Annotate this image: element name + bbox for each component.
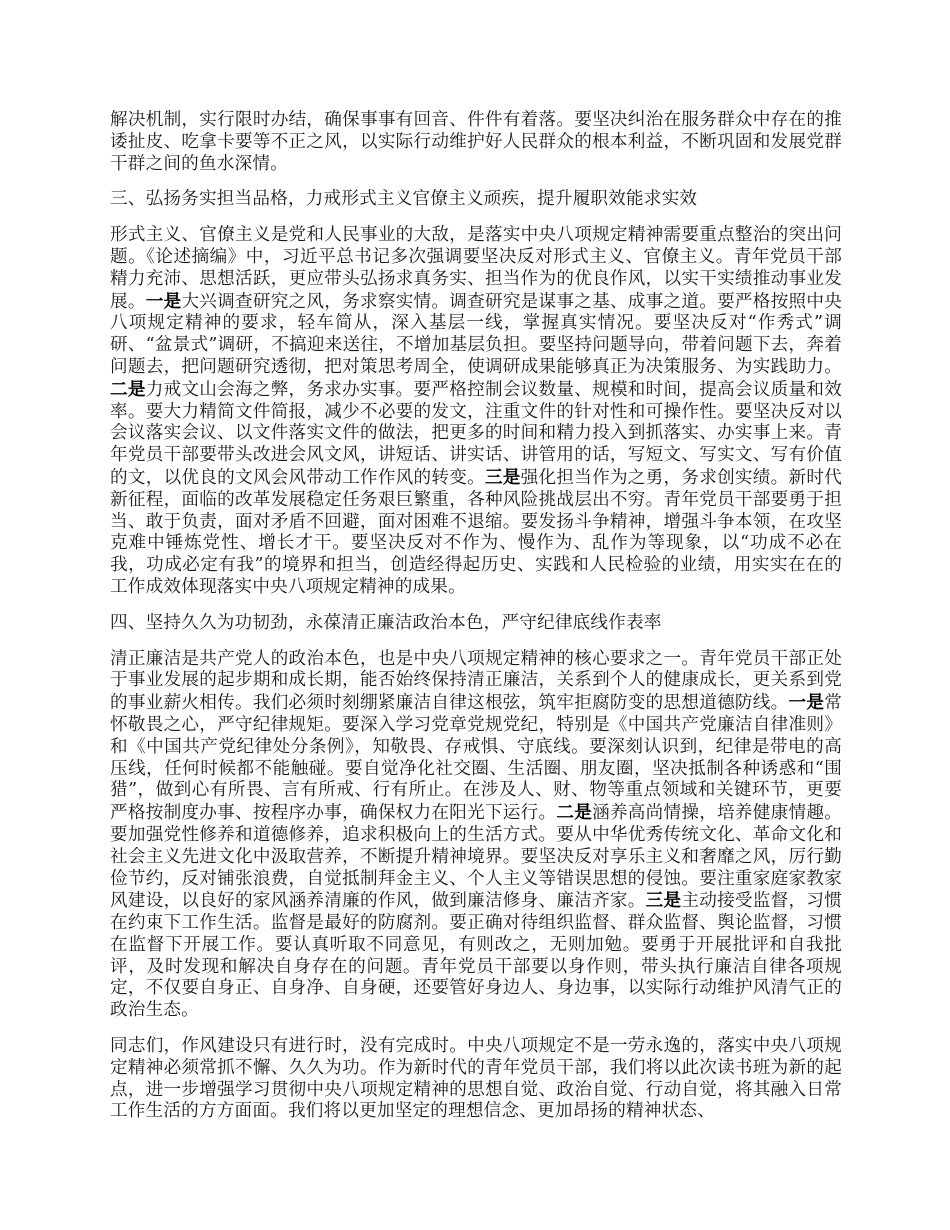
emphasis-third-point: 三是 bbox=[645, 890, 682, 912]
text-segment: 主动接受监督，习惯在约束下工作生活。监督是最好的防腐剂。要正确对待组织监督、群众监督、舆论监督，习惯在监督下开展工作。要认真听取不同意见，有则改之，无则加勉。要勇于开展批评和自我批评，及时发现和解决自身存在的问题。青年党员干部要以身作则，带头执行廉洁自律各项规定，不仅要自身正、自身净、自身硬，还要管好身边人、身边事，以实际行动维护风清气正的政治生态。 bbox=[110, 891, 842, 1021]
paragraph-closing bbox=[110, 1036, 842, 1123]
text-segment: 解决机制，实行限时办结，确保事事有回音、件件有着落。要坚决纠治在服务群众中存在的推诿扯皮、吃拿卡要等不正之风，以实际行动维护好人民群众的根本利益，不断巩固和发展党群干群之间的鱼水深情。 bbox=[110, 110, 842, 174]
text-segment: 涵养高尚情操，培养健康情趣。要加强党性修养和道德修养，追求积极向上的生活方式。要从中华优秀传统文化、革命文化和社会主义先进文化中汲取营养，不断提升精神境界。要坚决反对享乐主义和奢靡之风，厉行勤俭节约，反对铺张浪费，自觉抵制拜金主义、个人主义等错误思想的侵蚀。要注重家庭家教家风建设，以良好的家风涵养清廉的作风，做到廉洁修身、廉洁齐家。 bbox=[110, 803, 842, 912]
section-heading-3 bbox=[110, 189, 842, 211]
emphasis-third-point: 三是 bbox=[484, 466, 521, 488]
emphasis-second-point: 二是 bbox=[556, 802, 593, 824]
heading-text: 四、坚持久久为功韧劲，永葆清正廉洁政治本色，严守纪律底线作表率 bbox=[110, 612, 662, 633]
text-segment: 力戒文山会海之弊，务求办实事。要严格控制会议数量、规模和时间，提高会议质量和效率。要大力精简文件简报，减少不必要的发文，注重文件的针对性和可操作性。要坚决反对以会议落实会议、以文件落实文件的做法，把更多的时间和精力投入到抓落实、办实事上来。青年党员干部要带头改进会风文风，讲短话、讲实话、讲管用的话，写短文、写实文、写有价值的文，以优良的文风会风带动工作作风的转变。 bbox=[110, 379, 842, 488]
heading-text: 三、弘扬务实担当品格，力戒形式主义官僚主义顽疾，提升履职效能求实效 bbox=[110, 189, 698, 210]
paragraph-service-conclusion bbox=[110, 110, 842, 175]
document-page bbox=[110, 110, 842, 1137]
text-segment: 强化担当作为之勇，务求创实绩。新时代新征程，面临的改革发展稳定任务艰巨繁重，各种风险挑战层出不穷。青年党员干部要勇于担当、敢于负责，面对矛盾不回避，面对困难不退缩。要发扬斗争精神，增强斗争本领，在攻坚克难中锤炼党性、增长才干。要坚决反对不作为、慢作为、乱作为等现象，以“功成不必在我，功成必定有我”的境界和担当，创造经得起历史、实践和人民检验的业绩，用实实在在的工作成效体现落实中央八项规定精神的成果。 bbox=[110, 467, 842, 597]
emphasis-first-point: 一是 bbox=[788, 692, 825, 714]
paragraph-section-3-body bbox=[110, 225, 842, 599]
text-segment: 大兴调查研究之风，务求察实情。调查研究是谋事之基、成事之道。要严格按照中央八项规定精神的要求，轻车简从，深入基层一线，掌握真实情况。要坚决反对“作秀式”调研、“盆景式”调研，不搞迎来送往，不增加基层负担。要坚持问题导向，带着问题下去，奔着问题去，把问题研究透彻，把对策思考周全，使调研成果能够真正为决策服务、为实践助力。 bbox=[110, 291, 843, 377]
text-segment: 常怀敬畏之心，严守纪律规矩。要深入学习党章党规党纪，特别是《中国共产党廉洁自律准则》和《中国共产党纪律处分条例》，知敬畏、存戒惧、守底线。要深刻认识到，纪律是带电的高压线，任何时候都不能触碰。要自觉净化社交圈、生活圈、朋友圈，坚决抵制各种诱惑和“围猎”，做到心有所畏、言有所戒、行有所止。在涉及人、财、物等重点领域和关键环节，更要严格按制度办事、按程序办事，确保权力在阳光下运行。 bbox=[110, 693, 842, 824]
text-segment: 形式主义、官僚主义是党和人民事业的大敌，是落实中央八项规定精神需要重点整治的突出问题。《论述摘编》中，习近平总书记多次强调要坚决反对形式主义、官僚主义。青年党员干部精力充沛、思想活跃，更应带头弘扬求真务实、担当作为的优良作风，以实干实绩推动事业发展。 bbox=[110, 225, 842, 312]
emphasis-first-point: 一是 bbox=[145, 290, 182, 312]
section-heading-4 bbox=[110, 613, 842, 635]
paragraph-section-4-body bbox=[110, 649, 842, 1023]
text-segment: 同志们，作风建设只有进行时，没有完成时。中央八项规定不是一劳永逸的，落实中央八项规定精神必须常抓不懈、久久为功。作为新时代的青年党员干部，我们将以此次读书班为新的起点，进一步增强学习贯彻中央八项规定精神的思想自觉、政治自觉、行动自觉，将其融入日常工作生活的方方面面。我们将以更加坚定的理想信念、更加昂扬的精神状态、 bbox=[110, 1036, 842, 1122]
emphasis-second-point: 二是 bbox=[110, 378, 146, 400]
text-segment: 清正廉洁是共产党人的政治本色，也是中央八项规定精神的核心要求之一。青年党员干部正处于事业发展的起步期和成长期，能否始终保持清正廉洁，关系到个人的健康成长，更关系到党的事业薪火相传。我们必须时刻绷紧廉洁自律这根弦，筑牢拒腐防变的思想道德防线。 bbox=[110, 648, 842, 714]
